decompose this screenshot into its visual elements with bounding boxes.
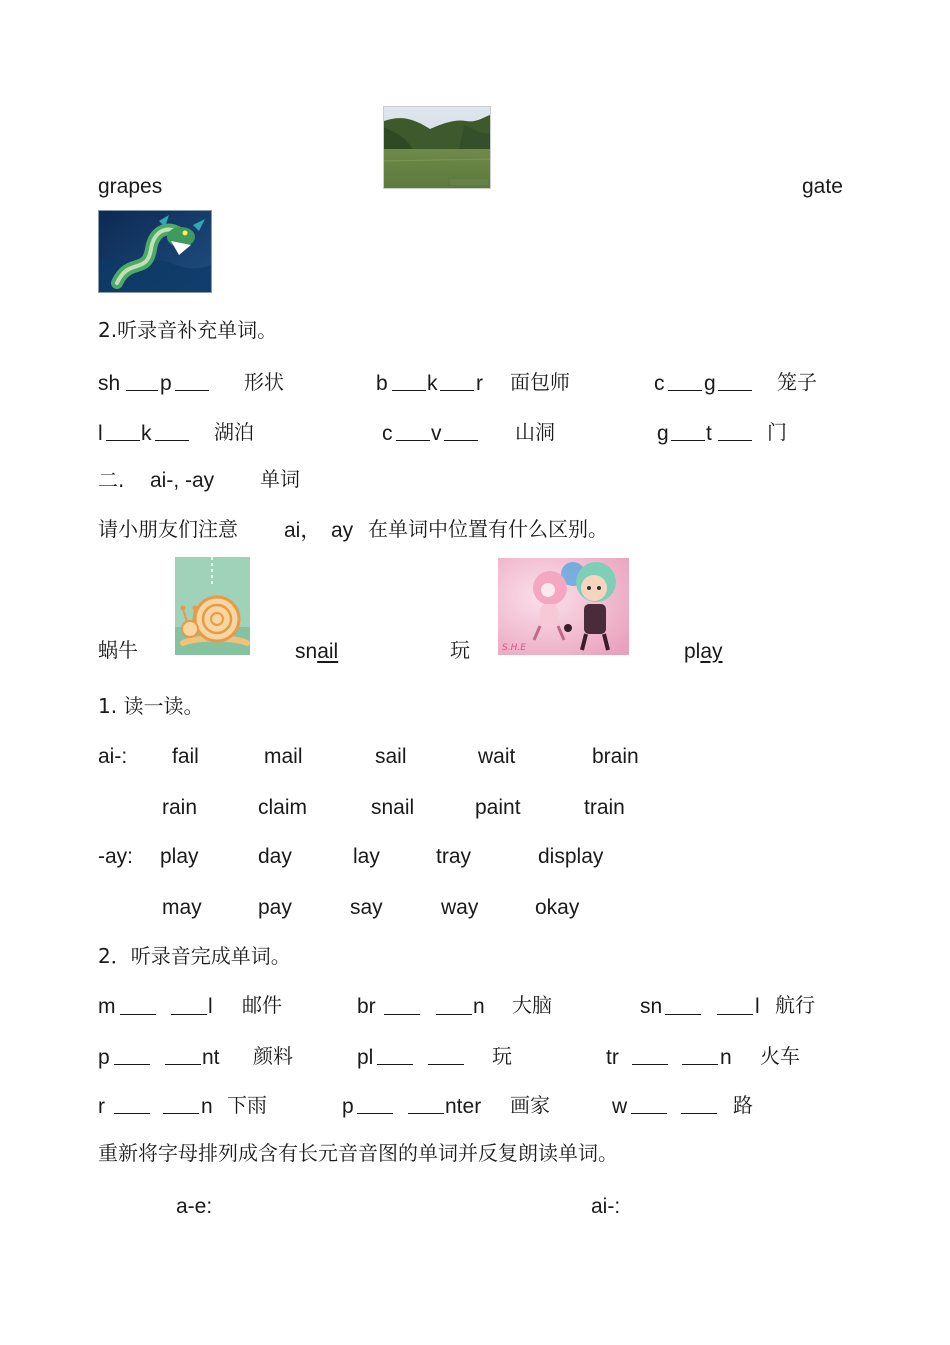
- rearrange-title: 重新将字母排列成含有长元音音图的单词并反复朗读单词。: [98, 1141, 618, 1165]
- read-word: brain: [592, 745, 639, 768]
- read-word: may: [162, 896, 202, 919]
- read-title: 1. 读一读。: [98, 694, 204, 718]
- fill-tr: tr: [606, 1046, 619, 1069]
- meaning-baker: 面包师: [510, 370, 570, 394]
- read-word: okay: [535, 896, 580, 919]
- read-word: wait: [478, 745, 516, 768]
- read-word: sail: [375, 745, 407, 768]
- fill-blank[interactable]: [682, 1064, 718, 1065]
- ay-label: -ay:: [98, 845, 134, 868]
- meaning-play: 玩: [492, 1044, 512, 1068]
- fill-nter: nter: [445, 1095, 482, 1118]
- fill-blank[interactable]: [120, 1014, 156, 1015]
- meaning-brain: 大脑: [512, 993, 552, 1017]
- fill-n: n: [473, 995, 485, 1018]
- fill-l: l: [208, 995, 213, 1018]
- fill-blank[interactable]: [175, 390, 209, 391]
- fill-l: l: [98, 422, 103, 445]
- meaning-shape: 形状: [244, 370, 284, 394]
- fill-b: b: [376, 372, 388, 395]
- fill-blank[interactable]: [671, 440, 705, 441]
- complete-title: 2．听录音完成单词。: [98, 944, 291, 968]
- meaning-rain: 下雨: [227, 1093, 267, 1117]
- play-image: [498, 558, 629, 655]
- fill-n: n: [201, 1095, 213, 1118]
- fill-g: g: [704, 372, 716, 395]
- read-word: play: [160, 845, 199, 868]
- read-word: claim: [258, 796, 308, 819]
- fill-blank[interactable]: [668, 390, 702, 391]
- read-word: day: [258, 845, 292, 868]
- fill-blank[interactable]: [357, 1113, 393, 1114]
- fill-blank[interactable]: [718, 390, 752, 391]
- fill-blank[interactable]: [632, 1064, 668, 1065]
- fill-blank[interactable]: [165, 1064, 201, 1065]
- phonics-ai: ai-:: [591, 1195, 621, 1218]
- fill-blank[interactable]: [631, 1113, 667, 1114]
- fill-l: l: [755, 995, 760, 1018]
- fill-sh: sh: [98, 372, 121, 395]
- read-word: say: [350, 896, 383, 919]
- word-gate: gate: [802, 175, 843, 198]
- read-word: paint: [475, 796, 521, 819]
- fill-blank[interactable]: [377, 1064, 413, 1065]
- fill-blank[interactable]: [114, 1064, 150, 1065]
- play-chinese: 玩: [450, 638, 470, 662]
- fill-blank[interactable]: [126, 390, 158, 391]
- read-word: tray: [436, 845, 472, 868]
- read-word: pay: [258, 896, 292, 919]
- read-word: way: [441, 896, 479, 919]
- fill-blank[interactable]: [106, 440, 140, 441]
- serpent-image: [98, 210, 212, 293]
- meaning-cage: 笼子: [777, 370, 817, 394]
- meaning-train: 火车: [760, 1044, 800, 1068]
- fill-p: p: [342, 1095, 354, 1118]
- fill-blank[interactable]: [396, 440, 430, 441]
- fill-v: v: [431, 422, 442, 445]
- read-word: train: [584, 796, 625, 819]
- part2-number: 二.: [98, 468, 125, 492]
- fill-blank[interactable]: [681, 1113, 717, 1114]
- fill-sn: sn: [640, 995, 663, 1018]
- fill-p: p: [98, 1046, 110, 1069]
- fill-w: w: [612, 1095, 628, 1118]
- meaning-mail: 邮件: [242, 993, 282, 1017]
- phonics-a-e: a-e:: [176, 1195, 213, 1218]
- fill-m: m: [98, 995, 116, 1018]
- lake-image: [383, 106, 491, 189]
- fill-blank[interactable]: [392, 390, 426, 391]
- fill-blank[interactable]: [436, 1014, 472, 1015]
- snail-chinese: 蜗牛: [98, 638, 138, 662]
- read-word: rain: [162, 796, 198, 819]
- read-word: mail: [264, 745, 303, 768]
- ai-label: ai-:: [98, 745, 128, 768]
- read-word: lay: [353, 845, 380, 868]
- meaning-sail: 航行: [775, 993, 815, 1017]
- notice-text: 请小朋友们注意: [98, 517, 238, 541]
- fill-r: r: [476, 372, 483, 395]
- meaning-gate: 门: [767, 420, 787, 444]
- read-word: fail: [172, 745, 199, 768]
- meaning-painter: 画家: [510, 1093, 550, 1117]
- read-word: snail: [371, 796, 415, 819]
- meaning-paint: 颜料: [253, 1044, 293, 1068]
- fill-p: p: [160, 372, 172, 395]
- fill-blank[interactable]: [114, 1113, 150, 1114]
- word-play: play: [684, 640, 723, 663]
- notice-ai: ai，: [284, 519, 322, 542]
- fill-blank[interactable]: [718, 440, 752, 441]
- snail-image: [175, 557, 250, 655]
- fill-blank[interactable]: [408, 1113, 444, 1114]
- word-snail: snail: [295, 640, 339, 663]
- fill-pl: pl: [357, 1046, 374, 1069]
- fill-r: r: [98, 1095, 105, 1118]
- fill-nt: nt: [202, 1046, 220, 1069]
- part2-pattern: ai-, -ay: [150, 469, 215, 492]
- fill-blank[interactable]: [428, 1064, 464, 1065]
- fill-blank[interactable]: [163, 1113, 199, 1114]
- read-word: display: [538, 845, 604, 868]
- meaning-way: 路: [733, 1093, 753, 1117]
- fill-blank[interactable]: [444, 440, 478, 441]
- fill-blank[interactable]: [384, 1014, 420, 1015]
- fill-g: g: [657, 422, 669, 445]
- fill-k: k: [427, 372, 438, 395]
- notice-text-end: 在单词中位置有什么区别。: [368, 517, 608, 541]
- meaning-cave: 山洞: [515, 420, 555, 444]
- notice-ay: ay: [331, 519, 354, 542]
- fill-blank[interactable]: [171, 1014, 207, 1015]
- fill-blank[interactable]: [665, 1014, 701, 1015]
- fill-blank[interactable]: [155, 440, 189, 441]
- fill-br: br: [357, 995, 376, 1018]
- play-vowel-mark: ay: [700, 640, 723, 663]
- part2-label: 单词: [260, 467, 300, 491]
- fill-t: t: [706, 422, 712, 445]
- meaning-lake: 湖泊: [214, 420, 254, 444]
- fill-c: c: [382, 422, 393, 445]
- fill-blank[interactable]: [717, 1014, 753, 1015]
- fill-blank[interactable]: [440, 390, 474, 391]
- snail-vowel-mark: ail: [317, 640, 339, 663]
- play-image-watermark: S.H.E: [502, 643, 526, 653]
- fill-c: c: [654, 372, 665, 395]
- section2-title: 2.听录音补充单词。: [98, 318, 278, 342]
- fill-n: n: [720, 1046, 732, 1069]
- fill-k: k: [141, 422, 152, 445]
- word-grapes: grapes: [98, 175, 163, 198]
